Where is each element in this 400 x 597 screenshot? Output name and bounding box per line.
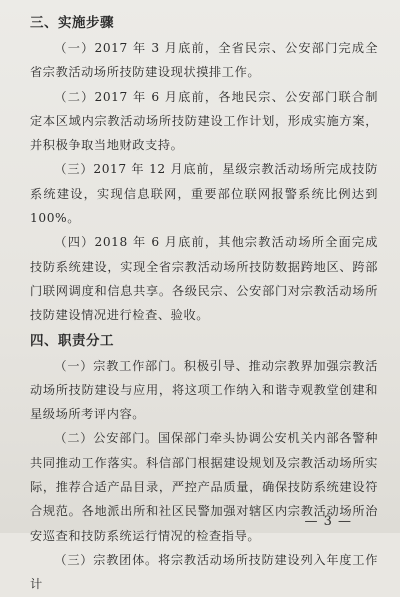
duty-1-paragraph: （一）宗教工作部门。积极引导、推动宗教界加强宗教活动场所技防建设与应用，将这项工作纳入和谐寺观教堂创建和星级场所考评内容。: [30, 358, 378, 422]
step-1-paragraph: （一）2017 年 3 月底前，全省民宗、公安部门完成全省宗教活动场所技防建设现状摸排工作。: [30, 41, 378, 80]
page-number: — 3 —: [304, 514, 352, 529]
section-three-heading: 三、实施步骤: [30, 15, 114, 31]
step-4-paragraph: （四）2018 年 6 月底前，其他宗教活动场所全面完成技防系统建设，实现全省宗教活动场所技防数据跨地区、跨部门联网调度和信息共享。各级民宗、公安部门对宗教活动场所技防建设情况进行检查、验收。: [30, 235, 378, 323]
section-four-heading: 四、职责分工: [30, 332, 114, 349]
step-3-paragraph: （三）2017 年 12 月底前，星级宗教活动场所完成技防系统建设，实现信息联网，重要部位联网报警系统比例达到 100%。: [30, 162, 378, 226]
duty-2-paragraph: （二）公安部门。国保部门牵头协调公安机关内部各警种共同推动工作落实。科信部门根据建设规划及宗教活动场所实际，推荐合适产品目录，严控产品质量，确保技防系统建设符合规范。各地派出所和社区民警加强对辖区内宗教活动场所治安巡查和技防系统运行情况的检查指导。: [30, 431, 378, 543]
duty-3-paragraph: （三）宗教团体。将宗教活动场所技防建设列入年度工作计: [30, 552, 378, 592]
step-2-paragraph: （二）2017 年 6 月底前，各地民宗、公安部门联合制定本区域内宗教活动场所技防建设工作计划，形成实施方案，并积极争取当地财政支持。: [30, 89, 378, 153]
